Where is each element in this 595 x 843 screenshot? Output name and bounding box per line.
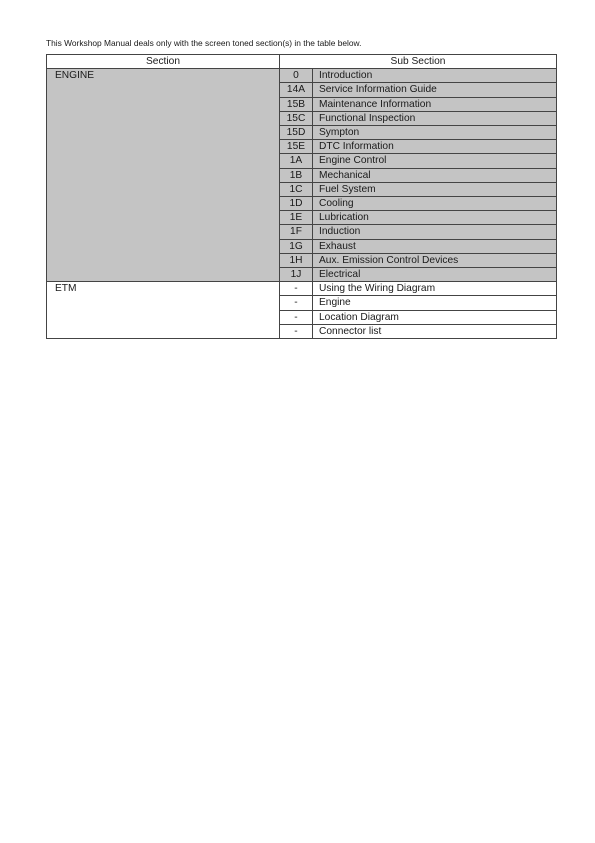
sub-section-code-cell: 15D xyxy=(280,126,313,140)
table-row xyxy=(47,69,557,83)
table-header-row xyxy=(47,55,557,69)
sub-section-code-cell: - xyxy=(280,296,313,310)
sub-section-name-cell: Electrical xyxy=(313,268,557,282)
sub-section-code-cell: 15B xyxy=(280,97,313,111)
sub-section-code-cell: 14A xyxy=(280,83,313,97)
section-name-cell: ENGINE xyxy=(47,69,280,282)
sub-section-name-cell: Engine Control xyxy=(313,154,557,168)
sub-section-code-cell: 1G xyxy=(280,239,313,253)
sub-section-code-cell: 15E xyxy=(280,140,313,154)
sub-section-name-cell: Engine xyxy=(313,296,557,310)
sub-section-name-cell: Maintenance Information xyxy=(313,97,557,111)
sub-section-name-cell: Fuel System xyxy=(313,182,557,196)
section-header: Section xyxy=(47,55,280,69)
sub-section-code-cell: 1E xyxy=(280,211,313,225)
sub-section-code-cell: 1H xyxy=(280,253,313,267)
table-body xyxy=(47,69,557,339)
sub-section-code-cell: 1C xyxy=(280,182,313,196)
sub-section-name-cell: Exhaust xyxy=(313,239,557,253)
sub-section-header: Sub Section xyxy=(280,55,557,69)
sub-section-name-cell: Connector list xyxy=(313,324,557,338)
sub-section-code-cell: - xyxy=(280,310,313,324)
sub-section-name-cell: Mechanical xyxy=(313,168,557,182)
sub-section-code-cell: 1F xyxy=(280,225,313,239)
sub-section-name-cell: Sympton xyxy=(313,126,557,140)
sub-section-code-cell: - xyxy=(280,282,313,296)
sub-section-name-cell: Location Diagram xyxy=(313,310,557,324)
sub-section-name-cell: DTC Information xyxy=(313,140,557,154)
sub-section-code-cell: 1A xyxy=(280,154,313,168)
sections-table xyxy=(46,54,557,339)
sub-section-name-cell: Cooling xyxy=(313,197,557,211)
sub-section-name-cell: Functional Inspection xyxy=(313,111,557,125)
sub-section-code-cell: 1D xyxy=(280,197,313,211)
sub-section-name-cell: Service Information Guide xyxy=(313,83,557,97)
table-row xyxy=(47,282,557,296)
sub-section-code-cell: 1B xyxy=(280,168,313,182)
sub-section-code-cell: 15C xyxy=(280,111,313,125)
intro-text: This Workshop Manual deals only with the screen toned section(s) in the table below. xyxy=(46,38,362,48)
section-name-cell: ETM xyxy=(47,282,280,339)
sub-section-name-cell: Induction xyxy=(313,225,557,239)
sub-section-name-cell: Introduction xyxy=(313,69,557,83)
sub-section-name-cell: Using the Wiring Diagram xyxy=(313,282,557,296)
sub-section-code-cell: - xyxy=(280,324,313,338)
sub-section-name-cell: Aux. Emission Control Devices xyxy=(313,253,557,267)
sub-section-name-cell: Lubrication xyxy=(313,211,557,225)
sub-section-code-cell: 1J xyxy=(280,268,313,282)
sub-section-code-cell: 0 xyxy=(280,69,313,83)
